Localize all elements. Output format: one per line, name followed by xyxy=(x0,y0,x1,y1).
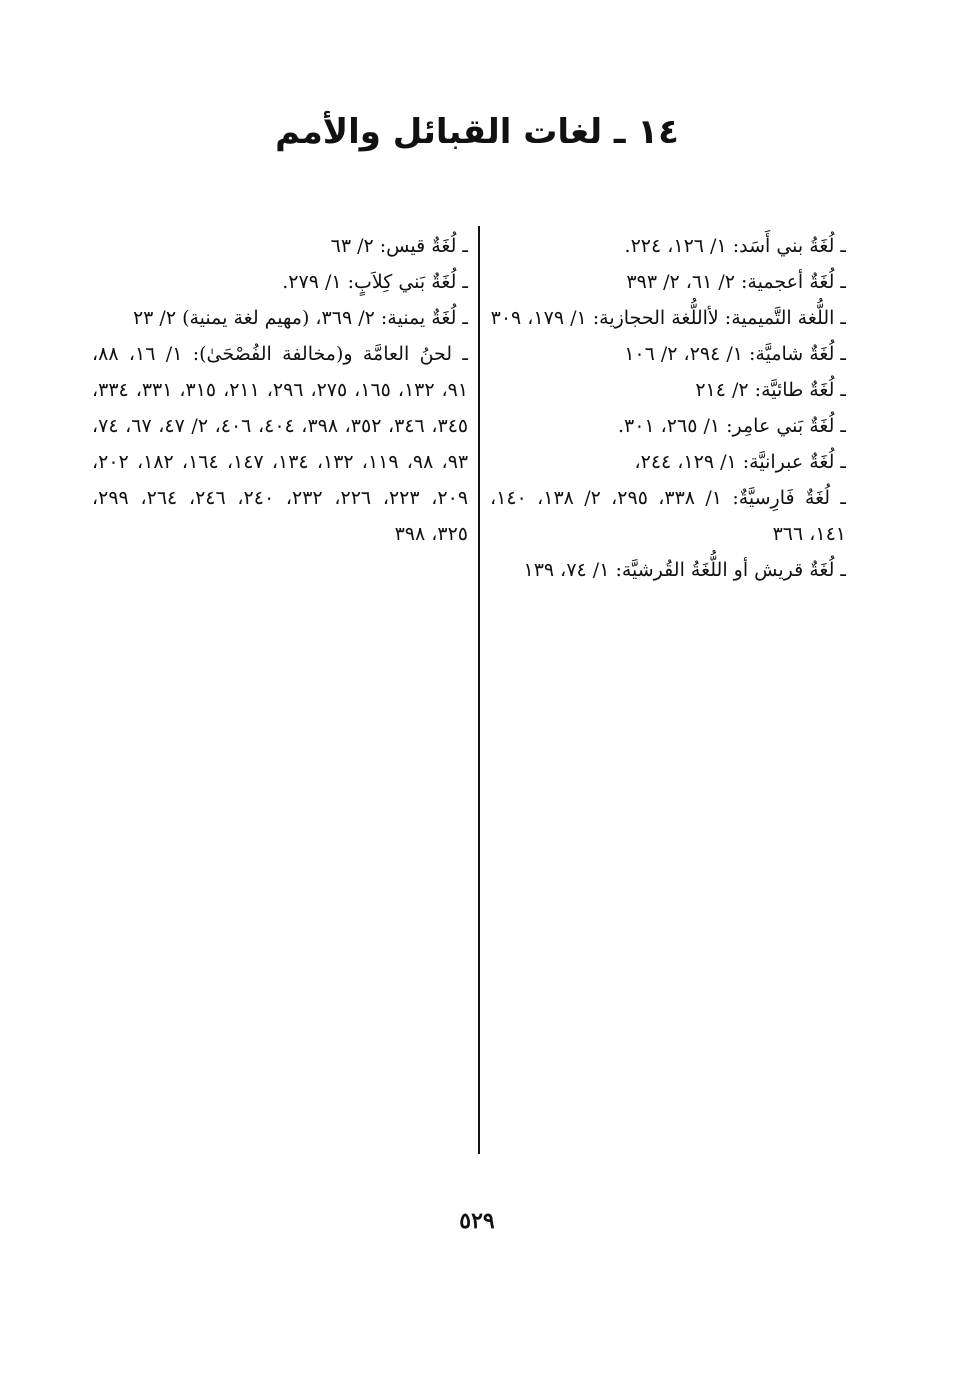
index-entry: ـ لُغَةٌ يمنية: ٢/ ٣٦٩، (مهيم لغة يمنية) ٢/ ٢٣ xyxy=(132,307,468,329)
index-entry: ـ لُغَةٌ شاميَّة: ١/ ٢٩٤، ٢/ ١٠٦ xyxy=(624,343,846,365)
index-entry: ـ لُغَةٌ قيس: ٢/ ٦٣ xyxy=(330,235,468,257)
index-entry: ـ لُغَةٌ بَني عامِر: ١/ ٢٦٥، ٣٠١. xyxy=(617,415,846,437)
index-entry: ـ لُغَةُ بني أَسَد: ١/ ١٢٦، ٢٢٤. xyxy=(624,235,846,257)
index-column-left xyxy=(92,228,468,552)
index-entry: ـ لُغَةٌ أعجمية: ٢/ ٦١، ٢/ ٣٩٣ xyxy=(626,271,846,293)
index-entry: ـ لُغَةٌ طائيَّة: ٢/ ٢١٤ xyxy=(695,379,846,401)
index-entry: ـ لُغَةٌ قريش أو اللُّغَةُ القُرشيَّة: ١/ ٧٤، ١٣٩ xyxy=(523,559,846,581)
index-entry: ـ لحنُ العامَّة و(مخالفة الفُصْحَىٰ): ١/ ١٦، ٨٨، ٩١، ١٣٢، ١٦٥، ٢٧٥، ٢٩٦، ٢١١، ٣١٥، ٣٣١، ٣٣٤، ٣٤٥، ٣٤٦، ٣٥٢، ٣٩٨، ٤٠٤، ٤٠٦، ٢/ ٤٧، ٦٧، ٧٤، ٩٣، ٩٨، ١١٩، ١٣٢، ١٣٤، ١٤٧، ١٦٤، ١٨٢، ٢٠٢، ٢٠٩، ٢٢٣، ٢٢٦، ٢٣٢، ٢٤٠، ٢٤٦، ٢٦٤، ٢٩٩، ٣٢٥، ٣٩٨ xyxy=(92,343,469,545)
column-divider xyxy=(478,226,480,1154)
index-entry: ـ لُغَةٌ عبرانيَّة: ١/ ١٢٩، ٢٤٤، xyxy=(634,451,846,473)
index-column-right xyxy=(490,228,846,588)
page-number: ٥٢٩ xyxy=(459,1208,495,1234)
index-entry: ـ لُغَةٌ فَارِسيَّةٌ: ١/ ٣٣٨، ٢٩٥، ٢/ ١٣٨، ١٤٠، ١٤١، ٣٦٦ xyxy=(490,487,846,545)
index-entry: ـ لُغَةٌ بَني كِلاَبٍ: ١/ ٢٧٩. xyxy=(282,271,468,293)
index-entry: ـ اللُّغة التَّميمية: لأاللُّغة الحجازية: ١/ ١٧٩، ٣٠٩ xyxy=(490,307,846,329)
page-title: ١٤ ـ لغات القبائل والأمم xyxy=(275,112,679,152)
